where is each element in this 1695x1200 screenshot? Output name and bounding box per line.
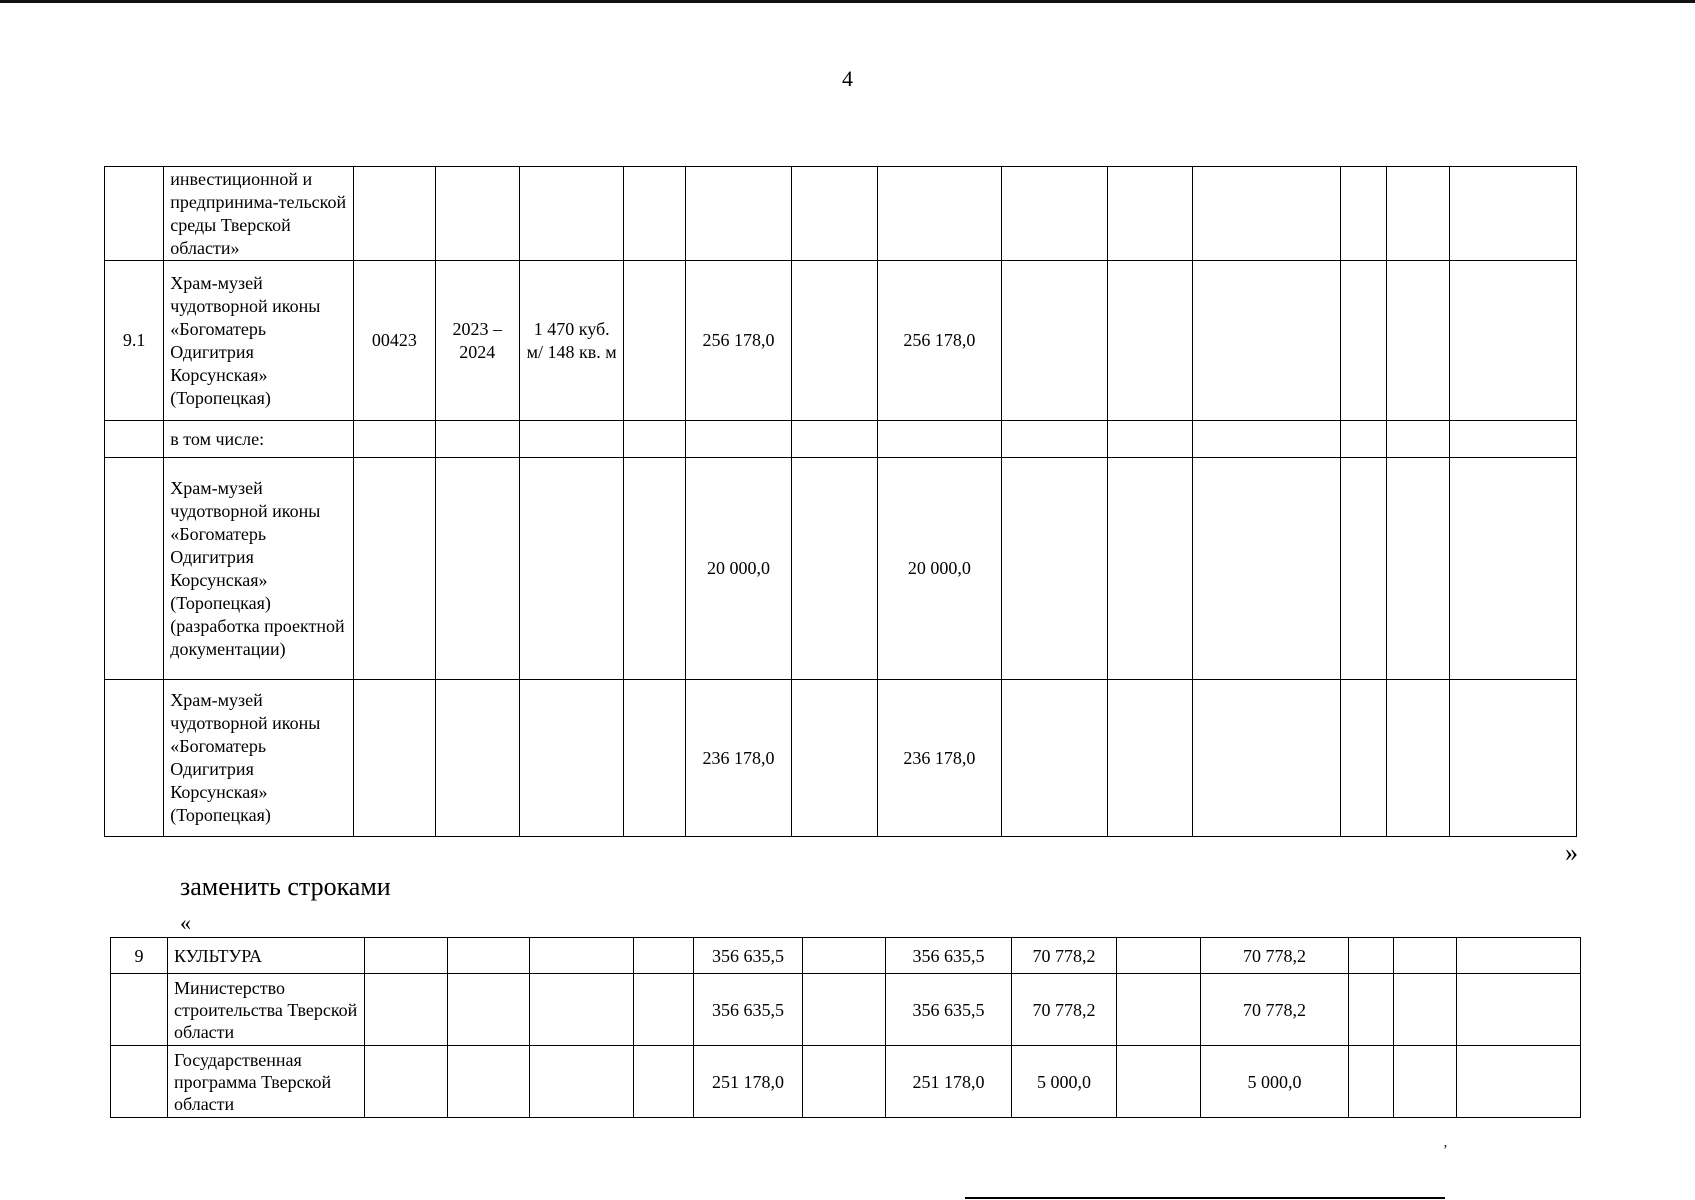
row-number-cell [111, 974, 168, 1046]
value-cell [1457, 938, 1581, 974]
value-cell [1107, 167, 1192, 261]
value-cell [624, 261, 685, 421]
replace-instruction: заменить строками [180, 872, 391, 901]
value-cell [792, 458, 877, 680]
capacity-cell [530, 938, 634, 974]
value-cell [1002, 458, 1108, 680]
value-cell [1457, 1046, 1581, 1118]
value-cell: 236 178,0 [877, 680, 1002, 837]
value-cell [792, 421, 877, 458]
value-cell [1117, 938, 1201, 974]
value-cell [624, 421, 685, 458]
table-row [111, 938, 1581, 974]
value-cell [1340, 421, 1386, 458]
value-cell [1386, 680, 1449, 837]
value-cell [803, 1046, 886, 1118]
value-cell [1340, 167, 1386, 261]
value-cell [1340, 458, 1386, 680]
value-cell: 356 635,5 [886, 938, 1012, 974]
value-cell [685, 421, 792, 458]
table-row [111, 1046, 1581, 1118]
top-border-line [0, 0, 1695, 3]
object-name-cell: КУЛЬТУРА [168, 938, 365, 974]
bottom-scan-line [965, 1197, 1445, 1199]
value-cell [1386, 421, 1449, 458]
value-cell [1394, 938, 1457, 974]
row-number-cell [105, 680, 164, 837]
capacity-cell [519, 680, 623, 837]
value-cell [803, 938, 886, 974]
value-cell [1340, 680, 1386, 837]
value-cell: 70 778,2 [1201, 938, 1349, 974]
value-cell [792, 167, 877, 261]
code-cell [354, 458, 435, 680]
value-cell [1394, 1046, 1457, 1118]
row-number-cell [105, 421, 164, 458]
value-cell: 356 635,5 [886, 974, 1012, 1046]
period-cell [435, 458, 519, 680]
value-cell [624, 167, 685, 261]
value-cell [1450, 421, 1577, 458]
value-cell [803, 974, 886, 1046]
value-cell [1193, 458, 1341, 680]
object-name-cell: Храм-музей чудотворной иконы «Богоматерь Одигитрия Корсунская» (Торопецкая) [164, 680, 354, 837]
value-cell: 251 178,0 [886, 1046, 1012, 1118]
table-row [105, 167, 1577, 261]
value-cell [1349, 938, 1394, 974]
value-cell [1450, 680, 1577, 837]
period-cell [448, 974, 530, 1046]
capacity-cell [519, 167, 623, 261]
value-cell [685, 167, 792, 261]
value-cell [1002, 167, 1108, 261]
value-cell [1107, 261, 1192, 421]
row-number-cell [105, 167, 164, 261]
page-number: 4 [842, 66, 853, 91]
value-cell [792, 680, 877, 837]
code-cell [354, 167, 435, 261]
value-cell [1002, 421, 1108, 458]
period-cell [435, 680, 519, 837]
value-cell [1349, 974, 1394, 1046]
value-cell [1002, 261, 1108, 421]
value-cell: 256 178,0 [877, 261, 1002, 421]
code-cell [354, 421, 435, 458]
object-name-cell: инвестиционной и предпринима-тельской среды Тверской области» [164, 167, 354, 261]
code-cell: 00423 [354, 261, 435, 421]
row-number-cell [111, 1046, 168, 1118]
period-cell: 2023 – 2024 [435, 261, 519, 421]
period-cell [448, 938, 530, 974]
value-cell: 256 178,0 [685, 261, 792, 421]
value-cell: 5 000,0 [1012, 1046, 1117, 1118]
value-cell [1386, 458, 1449, 680]
scan-mark: ’ [1443, 1143, 1448, 1158]
value-cell [1450, 167, 1577, 261]
opening-quote: « [180, 910, 191, 935]
value-cell [634, 974, 694, 1046]
value-cell [877, 421, 1002, 458]
table-row [105, 458, 1577, 680]
object-name-cell: Храм-музей чудотворной иконы «Богоматерь Одигитрия Корсунская» (Торопецкая) (разработка проектной документации) [164, 458, 354, 680]
value-cell [634, 1046, 694, 1118]
value-cell [1450, 261, 1577, 421]
value-cell: 70 778,2 [1201, 974, 1349, 1046]
object-name-cell: Государственная программа Тверской области [168, 1046, 365, 1118]
value-cell [634, 938, 694, 974]
period-cell [435, 421, 519, 458]
closing-quote: » [1565, 838, 1578, 867]
value-cell [1107, 458, 1192, 680]
investment-table-original [104, 166, 1577, 837]
table-row [105, 421, 1577, 458]
value-cell: 356 635,5 [694, 974, 803, 1046]
investment-table-replacement [110, 937, 1581, 1118]
value-cell [624, 680, 685, 837]
value-cell [1349, 1046, 1394, 1118]
value-cell: 20 000,0 [877, 458, 1002, 680]
value-cell [1386, 261, 1449, 421]
value-cell [1002, 680, 1108, 837]
value-cell: 5 000,0 [1201, 1046, 1349, 1118]
row-number-cell [105, 458, 164, 680]
value-cell [1193, 261, 1341, 421]
object-name-cell: в том числе: [164, 421, 354, 458]
value-cell [1193, 167, 1341, 261]
period-cell [435, 167, 519, 261]
value-cell: 251 178,0 [694, 1046, 803, 1118]
code-cell [365, 938, 448, 974]
object-name-cell: Министерство строительства Тверской области [168, 974, 365, 1046]
value-cell: 236 178,0 [685, 680, 792, 837]
capacity-cell [519, 458, 623, 680]
value-cell [792, 261, 877, 421]
value-cell [1386, 167, 1449, 261]
value-cell: 356 635,5 [694, 938, 803, 974]
value-cell [877, 167, 1002, 261]
value-cell [1193, 421, 1341, 458]
object-name-cell: Храм-музей чудотворной иконы «Богоматерь Одигитрия Корсунская» (Торопецкая) [164, 261, 354, 421]
capacity-cell: 1 470 куб. м/ 148 кв. м [519, 261, 623, 421]
value-cell [1457, 974, 1581, 1046]
row-number-cell: 9.1 [105, 261, 164, 421]
table-row [105, 261, 1577, 421]
table-row [111, 974, 1581, 1046]
value-cell [1340, 261, 1386, 421]
code-cell [365, 974, 448, 1046]
value-cell [624, 458, 685, 680]
capacity-cell [530, 974, 634, 1046]
capacity-cell [519, 421, 623, 458]
value-cell: 70 778,2 [1012, 974, 1117, 1046]
value-cell [1117, 1046, 1201, 1118]
period-cell [448, 1046, 530, 1118]
row-number-cell: 9 [111, 938, 168, 974]
value-cell [1107, 421, 1192, 458]
value-cell: 20 000,0 [685, 458, 792, 680]
code-cell [365, 1046, 448, 1118]
table-row [105, 680, 1577, 837]
value-cell [1107, 680, 1192, 837]
value-cell [1450, 458, 1577, 680]
value-cell [1117, 974, 1201, 1046]
code-cell [354, 680, 435, 837]
capacity-cell [530, 1046, 634, 1118]
value-cell: 70 778,2 [1012, 938, 1117, 974]
value-cell [1193, 680, 1341, 837]
value-cell [1394, 974, 1457, 1046]
